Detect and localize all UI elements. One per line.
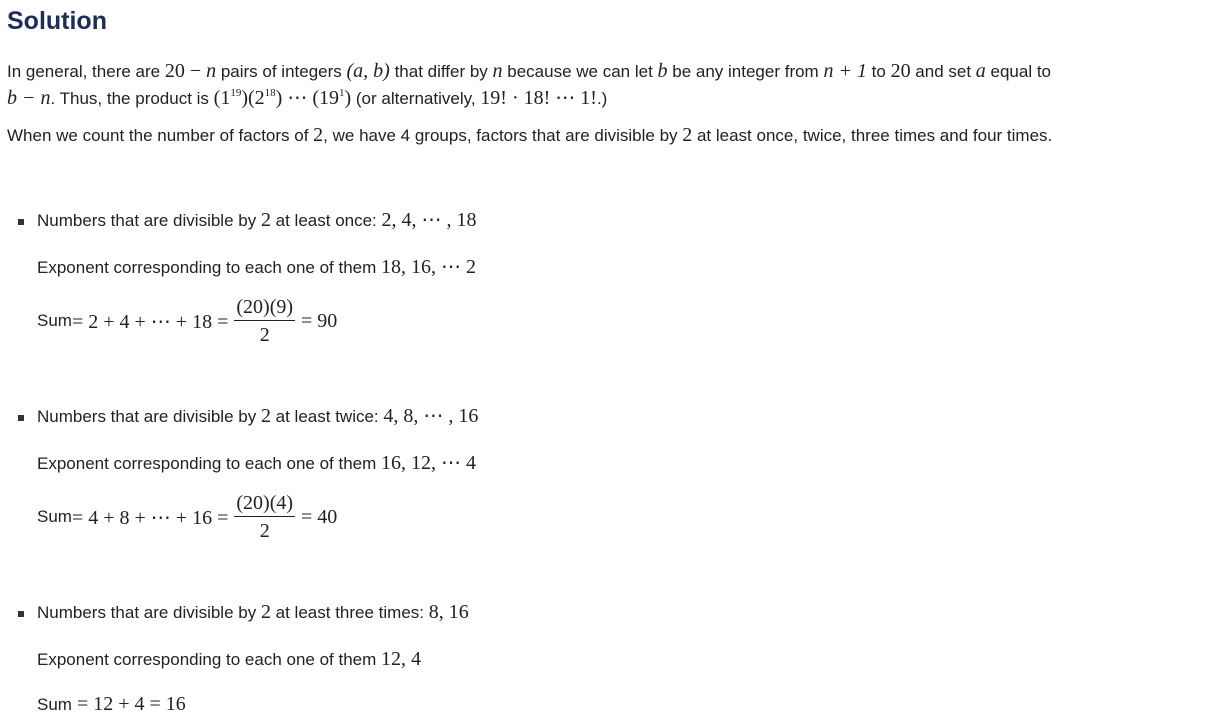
group-heading: Numbers that are divisible by 2 at least three times: 8, 16 — [37, 601, 469, 623]
exponent-line: Exponent corresponding to each one of them 18, 16, ⋯ 2 — [37, 256, 477, 278]
exponent-line: Exponent corresponding to each one of them 12, 4 — [37, 648, 422, 670]
exponent-line: Exponent corresponding to each one of them 16, 12, ⋯ 4 — [37, 452, 477, 474]
solution-title: Solution — [7, 7, 107, 35]
fraction: $\frac{(20)(9)}{2}$ — [236, 296, 294, 346]
solution-page — [7, 0, 1207, 718]
groups-paragraph: When we count the number of factors of 2, we have 4 groups, factors that are divisible by 2 at least once, twice, three times and four times. — [7, 124, 1053, 146]
sum-line: Sum = 12 + 4 = 16 — [37, 693, 186, 715]
intro-paragraph: In general, there are 20 − n pairs of integers (a, b) that differ by n because we can let b be any integer from n + 1 to 20 and set a equal to b − n. Thus, the product is $(1^{19})(2^{18})$ ⋯ $(19^1)$ (or alternatively, 19! · 18! ⋯ 1!.) — [7, 60, 1052, 109]
bullet-icon — [18, 415, 24, 421]
list-item — [7, 599, 1207, 718]
group-heading: Numbers that are divisible by 2 at least twice: 4, 8, ⋯ , 16 — [37, 405, 479, 427]
sum-line: Sum = 2 + 4 + ⋯ + 18 = $\frac{(20)(9)}{2}$ = 90 — [37, 296, 338, 346]
sum-line: Sum = 4 + 8 + ⋯ + 16 = $\frac{(20)(4)}{2}$ = 40 — [37, 492, 338, 542]
bullet-icon — [18, 219, 24, 225]
group-heading: Numbers that are divisible by 2 at least once: 2, 4, ⋯ , 18 — [37, 209, 477, 231]
product-expression: $(1^{19})(2^{18})$ ⋯ $(19^1)$ — [213, 87, 352, 109]
fraction: $\frac{(20)(4)}{2}$ — [236, 492, 294, 542]
bullet-icon — [18, 611, 24, 617]
list-item — [7, 403, 1207, 543]
list-item — [7, 207, 1207, 347]
